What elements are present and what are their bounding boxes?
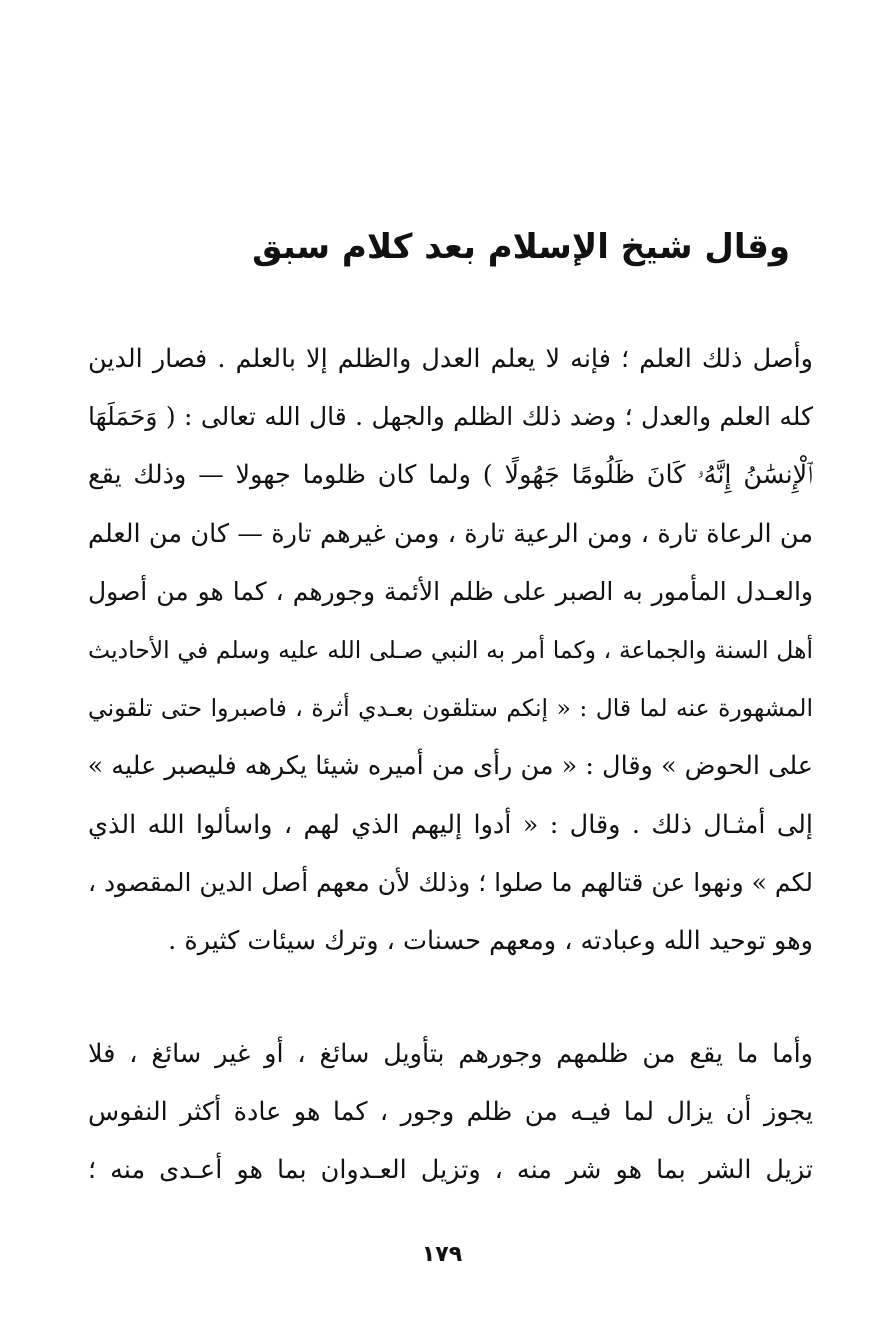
text-line: على الحوض » وقال : « من رأى من أميره شيئا يكرهه فليصبر عليه » xyxy=(88,751,813,782)
quran-verse-line: ٱلْإِنسَٰنُ إِنَّهُۥ كَانَ ظَلُومًا جَهُولًا ) ولما كان ظلوما جهولا — وذلك يقع xyxy=(88,460,813,491)
text-line: وأصل ذلك العلم ؛ فإنه لا يعلم العدل والظلم إلا بالعلم . فصار الدين xyxy=(88,344,813,374)
text-line: المشهورة عنه لما قال : « إنكم ستلقون بعـدي أثرة ، فاصبروا حتى تلقوني xyxy=(88,694,813,723)
text-line: والعـدل المأمور به الصبر على ظلم الأئمة وجورهم ، كما هو من أصول xyxy=(88,576,813,606)
paragraph-1 xyxy=(88,330,813,970)
section-heading: وقال شيخ الإسلام بعد كلام سبق xyxy=(252,227,790,267)
text-line: إلى أمثـال ذلك . وقال : « أدوا إليهم الذي لهم ، واسألوا الله الذي xyxy=(88,809,813,840)
text-line: تزيل الشر بما هو شر منه ، وتزيل العـدوان بما هو أعـدى منه ؛ xyxy=(88,1155,813,1186)
text-line: لكم » ونهوا عن قتالهم ما صلوا ؛ وذلك لأن معهم أصل الدين المقصود ، xyxy=(88,867,813,897)
text-line: وهو توحيد الله وعبادته ، ومعهم حسنات ، وترك سيئات كثيرة . xyxy=(168,925,813,956)
page-number: ١٧٩ xyxy=(421,1242,463,1267)
paragraph-2 xyxy=(88,1025,813,1200)
text-line: وأما ما يقع من ظلمهم وجورهم بتأويل سائغ ، أو غير سائغ ، فلا xyxy=(88,1039,813,1069)
text-line: أهل السنة والجماعة ، وكما أمر به النبي صـلى الله عليه وسلم في الأحاديث xyxy=(88,635,813,664)
text-line: كله العلم والعدل ؛ وضد ذلك الظلم والجهل . قال الله تعالى : ( وَحَمَلَهَا xyxy=(88,402,813,432)
text-line: يجوز أن يزال لما فيـه من ظلم وجور ، كما هو عادة أكثر النفوس xyxy=(88,1097,813,1128)
text-line: من الرعاة تارة ، ومن الرعية تارة ، ومن غيرهم تارة — كان من العلم xyxy=(88,518,813,549)
